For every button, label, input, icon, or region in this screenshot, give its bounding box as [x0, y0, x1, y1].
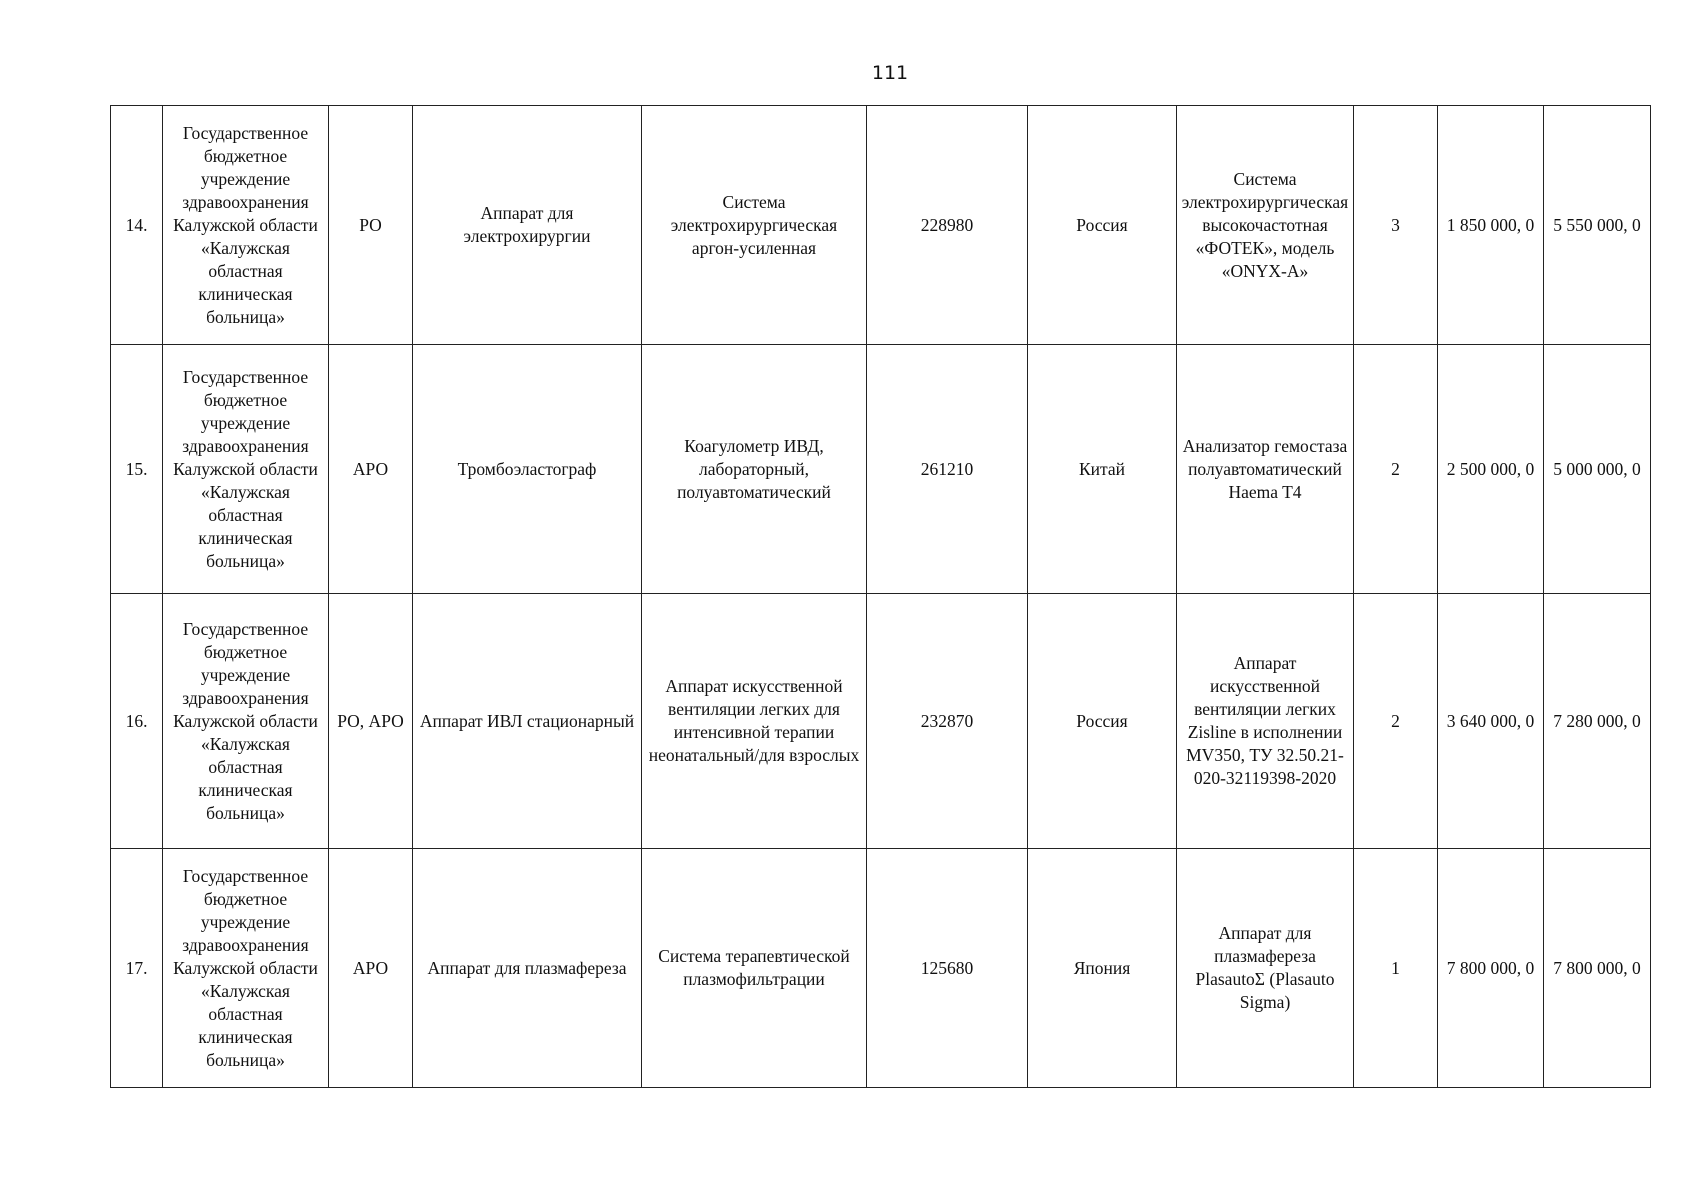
institution-cell: Государственное бюджетное учреждение здравоохранения Калужской области «Калужская областная клиническая больница» — [163, 345, 329, 594]
code-cell: 261210 — [867, 345, 1028, 594]
table-row — [111, 594, 1651, 849]
institution-cell: Государственное бюджетное учреждение здравоохранения Калужской области «Калужская областная клиническая больница» — [163, 849, 329, 1088]
model-cell: Анализатор гемостаза полуавтоматический Haema T4 — [1177, 345, 1354, 594]
device-category-cell: Система электрохирургическая аргон-усиленная — [642, 106, 867, 345]
total-price-cell: 7 800 000, 0 — [1544, 849, 1651, 1088]
total-price-cell: 7 280 000, 0 — [1544, 594, 1651, 849]
department-code-cell: АРО — [329, 345, 413, 594]
device-category-cell: Система терапевтической плазмофильтрации — [642, 849, 867, 1088]
quantity-cell: 3 — [1354, 106, 1438, 345]
code-cell: 125680 — [867, 849, 1028, 1088]
device-name-cell: Аппарат для плазмафереза — [413, 849, 642, 1088]
country-cell: Китай — [1028, 345, 1177, 594]
device-name-cell: Аппарат для электрохирургии — [413, 106, 642, 345]
unit-price-cell: 2 500 000, 0 — [1438, 345, 1544, 594]
quantity-cell: 2 — [1354, 594, 1438, 849]
quantity-cell: 1 — [1354, 849, 1438, 1088]
row-number: 17. — [111, 849, 163, 1088]
equipment-table — [110, 105, 1651, 1088]
country-cell: Япония — [1028, 849, 1177, 1088]
department-code-cell: РО, АРО — [329, 594, 413, 849]
code-cell: 228980 — [867, 106, 1028, 345]
total-price-cell: 5 000 000, 0 — [1544, 345, 1651, 594]
country-cell: Россия — [1028, 594, 1177, 849]
device-category-cell: Аппарат искусственной вентиляции легких для интенсивной терапии неонатальный/для взрослых — [642, 594, 867, 849]
institution-cell: Государственное бюджетное учреждение здравоохранения Калужской области «Калужская областная клиническая больница» — [163, 106, 329, 345]
institution-cell: Государственное бюджетное учреждение здравоохранения Калужской области «Калужская областная клиническая больница» — [163, 594, 329, 849]
device-name-cell: Тромбоэластограф — [413, 345, 642, 594]
page-number: 111 — [871, 62, 909, 84]
row-number: 16. — [111, 594, 163, 849]
department-code-cell: АРО — [329, 849, 413, 1088]
department-code-cell: РО — [329, 106, 413, 345]
table-row — [111, 849, 1651, 1088]
country-cell: Россия — [1028, 106, 1177, 345]
code-cell: 232870 — [867, 594, 1028, 849]
model-cell: Система электрохирургическая высокочастотная «ФОТЕК», модель «ONYX-A» — [1177, 106, 1354, 345]
model-cell: Аппарат искусственной вентиляции легких Zisline в исполнении MV350, ТУ 32.50.21-020-32119398-2020 — [1177, 594, 1354, 849]
quantity-cell: 2 — [1354, 345, 1438, 594]
unit-price-cell: 7 800 000, 0 — [1438, 849, 1544, 1088]
unit-price-cell: 3 640 000, 0 — [1438, 594, 1544, 849]
row-number: 15. — [111, 345, 163, 594]
table-row — [111, 106, 1651, 345]
device-category-cell: Коагулометр ИВД, лабораторный, полуавтоматический — [642, 345, 867, 594]
total-price-cell: 5 550 000, 0 — [1544, 106, 1651, 345]
table-row — [111, 345, 1651, 594]
unit-price-cell: 1 850 000, 0 — [1438, 106, 1544, 345]
row-number: 14. — [111, 106, 163, 345]
model-cell: Аппарат для плазмафереза PlasautoΣ (Plasauto Sigma) — [1177, 849, 1354, 1088]
device-name-cell: Аппарат ИВЛ стационарный — [413, 594, 642, 849]
